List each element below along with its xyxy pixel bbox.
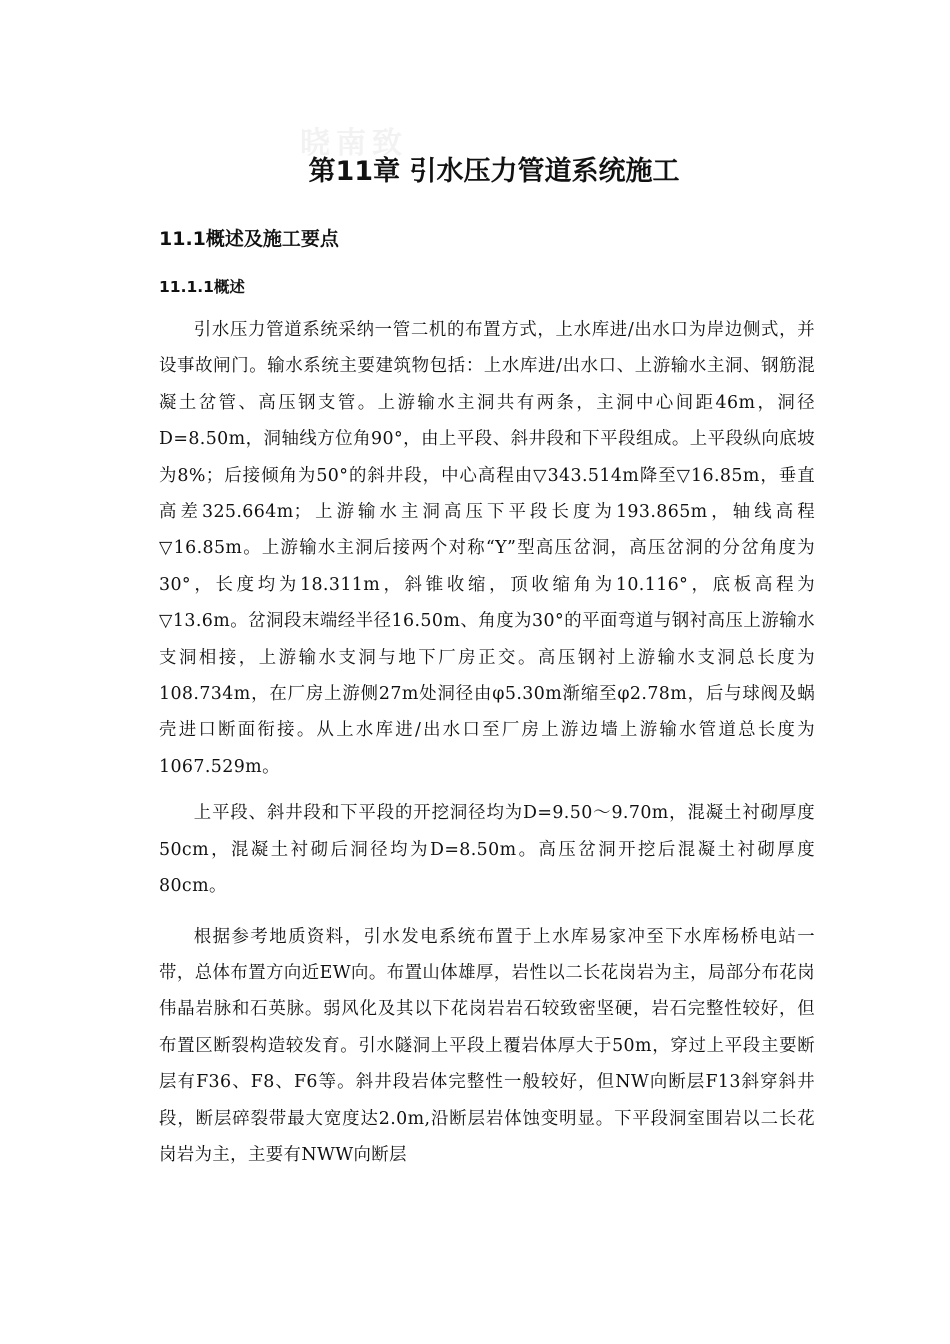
paragraph-overview: 引水压力管道系统采纳一管二机的布置方式，上水库进/出水口为岸边侧式，并设事故闸门。输水系统主要建筑物包括：上水库进/出水口、上游输水主洞、钢筋混凝土岔管、高压钢支管。上游输水主洞共有两条，主洞中心间距46m，洞径D=8.50m，洞轴线方位角90°，由上平段、斜井段和下平段组成。上平段纵向底坡为8%；后接倾角为50°的斜井段，中心高程由▽343.514m降至▽16.85m，垂直高差325.664m；上游输水主洞高压下平段长度为193.865m，轴线高程▽16.85m。上游输水主洞后接两个对称“Y”型高压岔洞，高压岔洞的分岔角度为30°，长度均为18.311m，斜锥收缩，顶收缩角为10.116°，底板高程为▽13.6m。岔洞段末端经半径16.50m、角度为30°的平面弯道与钢衬高压上游输水支洞相接，上游输水支洞与地下厂房正交。高压钢衬上游输水支洞总长度为108.734m，在厂房上游侧27m处洞径由φ5.30m渐缩至φ2.78m，后与球阀及蜗壳进口断面衔接。从上水库进/出水口至厂房上游边墙上游输水管道总长度为1067.529m。 bbox=[159, 320, 815, 777]
paragraph-excavation: 上平段、斜井段和下平段的开挖洞径均为D=9.50～9.70m，混凝土衬砌厚度50cm，混凝土衬砌后洞径均为D=8.50m。高压岔洞开挖后混凝土衬砌厚度80cm。 bbox=[159, 803, 815, 897]
watermark-text: 晓南致 bbox=[300, 126, 408, 161]
chapter-title: 第11章 引水压力管道系统施工 bbox=[308, 156, 680, 187]
document-page bbox=[159, 150, 815, 1173]
subsection-title: 11.1.1概述 bbox=[159, 278, 245, 296]
paragraph-geology: 根据参考地质资料，引水发电系统布置于上水库易家冲至下水库杨桥电站一带，总体布置方向近EW向。布置山体雄厚，岩性以二长花岗岩为主，局部分布花岗伟晶岩脉和石英脉。弱风化及其以下花岗岩岩石较致密坚硬，岩石完整性较好，但布置区断裂构造较发育。引水隧洞上平段上覆岩体厚大于50m，穿过上平段主要断层有F36、F8、F6等。斜井段岩体完整性一般较好，但NW向断层F13斜穿斜井段，断层碎裂带最大宽度达2.0m,沿断层岩体蚀变明显。下平段洞室围岩以二长花岗岩为主，主要有NWW向断层 bbox=[159, 926, 815, 1165]
section-title: 11.1概述及施工要点 bbox=[159, 228, 339, 250]
